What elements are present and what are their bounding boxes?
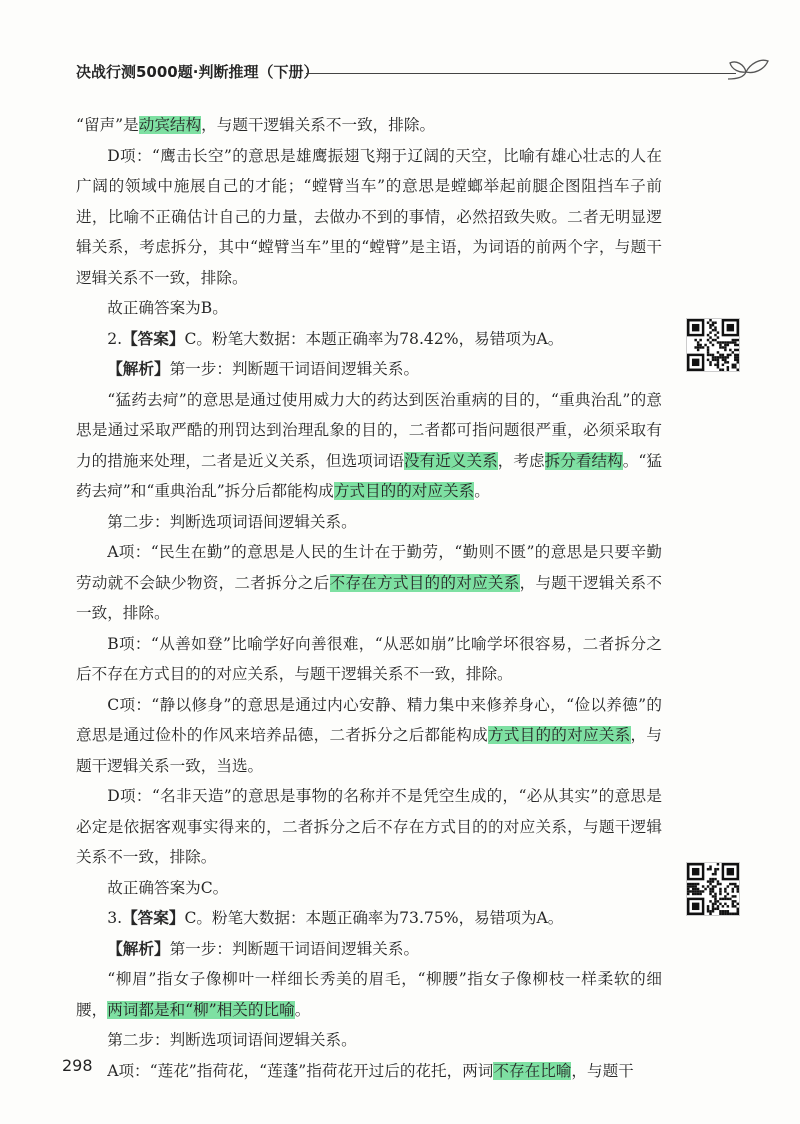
qr-code-icon[interactable] xyxy=(686,318,740,372)
paragraph xyxy=(76,781,662,873)
text-run: “柳眉”指女子像柳叶一样细长秀美的眉毛，“柳腰”指女子像柳枝一样柔软的细腰， xyxy=(76,970,662,1019)
paragraph xyxy=(76,873,662,904)
text-run: ，与题干逻辑关系一致，当选。 xyxy=(76,726,662,775)
text-run: C。粉笔大数据：本题正确率为73.75%，易错项为A。 xyxy=(184,909,564,927)
text-run: 第一步：判断题干词语间逻辑关系。 xyxy=(169,360,420,378)
text-run: A项：“莲花”指荷花，“莲蓬”指荷花开过后的花托，两词 xyxy=(107,1061,494,1080)
text-run: 第二步：判断选项词语间逻辑关系。 xyxy=(107,512,357,531)
page-number: 298 xyxy=(62,1056,93,1075)
section-label: 【答案】 xyxy=(122,909,185,927)
text-run: 故正确答案为C。 xyxy=(107,878,229,897)
paragraph xyxy=(76,293,662,324)
text-run: “留声”是 xyxy=(76,116,139,134)
text-run: 。 xyxy=(294,1000,311,1019)
text-run: “猛药去疴”的意思是通过使用威力大的药达到医治重病的目的，“重典治乱”的意思是通过采取严酷的刑罚达到治理乱象的目的，二者都可指问题很严重，必须采取有力的措施来处理，二者是近义关系，但选项词语 xyxy=(76,390,662,470)
text-run: 故正确答案为B。 xyxy=(107,299,228,317)
highlighted-text: 方式目的的对应关系 xyxy=(487,726,631,744)
highlighted-text: 方式目的的对应关系 xyxy=(333,482,475,500)
page-header xyxy=(76,62,776,84)
text-run: ，与题干逻辑关系不一致，排除。 xyxy=(201,116,436,134)
paragraph xyxy=(76,934,662,965)
highlighted-text: 两词都是和“柳”相关的比喻 xyxy=(107,1000,295,1019)
paragraph xyxy=(76,324,662,355)
qr-code-icon[interactable] xyxy=(686,862,740,916)
text-run: 2. xyxy=(107,329,123,348)
paragraph xyxy=(76,629,662,690)
highlighted-text: 不存在比喻 xyxy=(493,1061,572,1080)
text-run: 。 xyxy=(474,482,490,500)
text-run: D项：“鹰击长空”的意思是雄鹰振翅飞翔于辽阔的天空，比喻有雄心壮志的人在广阔的领域中施展自己的才能；“螳臂当车”的意思是螳螂举起前腿企图阻挡车子前进，比喻不正确估计自己的力量，去做办不到的事情，必然招致失败。二者无明显逻辑关系，考虑拆分，其中“螳臂当车”里的“螳臂”是主语，为词语的前两个字，与题干逻辑关系不一致，排除。 xyxy=(76,146,662,287)
highlighted-text: 没有近义关系 xyxy=(404,451,498,470)
text-run: 第一步：判断题干词语间逻辑关系。 xyxy=(169,939,420,958)
section-label: 【解析】 xyxy=(107,360,170,378)
section-label: 【解析】 xyxy=(107,939,170,958)
paragraph xyxy=(76,690,662,782)
paragraph xyxy=(76,903,662,934)
paragraph xyxy=(76,964,662,1025)
paragraph xyxy=(76,507,662,538)
paragraph xyxy=(76,110,662,141)
text-run: 第二步：判断选项词语间逻辑关系。 xyxy=(107,1031,357,1049)
answer-explanation-text xyxy=(76,110,662,1086)
text-run: 。“猛药去疴”和“重典治乱”拆分后都能构成 xyxy=(76,451,662,500)
paragraph xyxy=(76,141,662,294)
highlighted-text: 拆分看结构 xyxy=(544,451,623,470)
text-run: D项：“名非天造”的意思是事物的名称并不是凭空生成的，“必从其实”的意思是必定是依据客观事实得来的，二者拆分之后不存在方式目的的对应关系，与题干逻辑关系不一致，排除。 xyxy=(76,787,662,866)
paragraph xyxy=(76,1025,662,1056)
sprout-icon xyxy=(724,48,774,82)
book-title: 决战行测5000题·判断推理（下册） xyxy=(76,63,319,81)
text-run: 3. xyxy=(107,909,123,927)
text-run: C。粉笔大数据：本题正确率为78.42%，易错项为A。 xyxy=(184,329,564,348)
paragraph xyxy=(76,385,662,507)
paragraph xyxy=(76,354,662,385)
text-run: ，与题干 xyxy=(571,1061,634,1080)
text-run: B项：“从善如登”比喻学好向善很难，“从恶如崩”比喻学坏很容易，二者拆分之后不存在方式目的的对应关系，与题干逻辑关系不一致，排除。 xyxy=(76,634,662,683)
text-run: ，与题干逻辑关系不一致，排除。 xyxy=(76,573,662,622)
text-run: C项：“静以修身”的意思是通过内心安静、精力集中来修养身心，“俭以养德”的意思是通过俭朴的作风来培养品德，二者拆分之后都能构成 xyxy=(76,695,662,744)
text-run: A项：“民生在勤”的意思是人民的生计在于勤劳，“勤则不匮”的意思是只要辛勤劳动就不会缺少物资，二者拆分之后 xyxy=(76,543,662,592)
paragraph xyxy=(76,1056,662,1087)
highlighted-text: 不存在方式目的的对应关系 xyxy=(329,573,520,592)
header-rule xyxy=(306,73,736,74)
text-run: ，考虑 xyxy=(497,451,545,470)
highlighted-text: 动宾结构 xyxy=(138,116,202,134)
paragraph xyxy=(76,537,662,629)
section-label: 【答案】 xyxy=(122,329,185,348)
